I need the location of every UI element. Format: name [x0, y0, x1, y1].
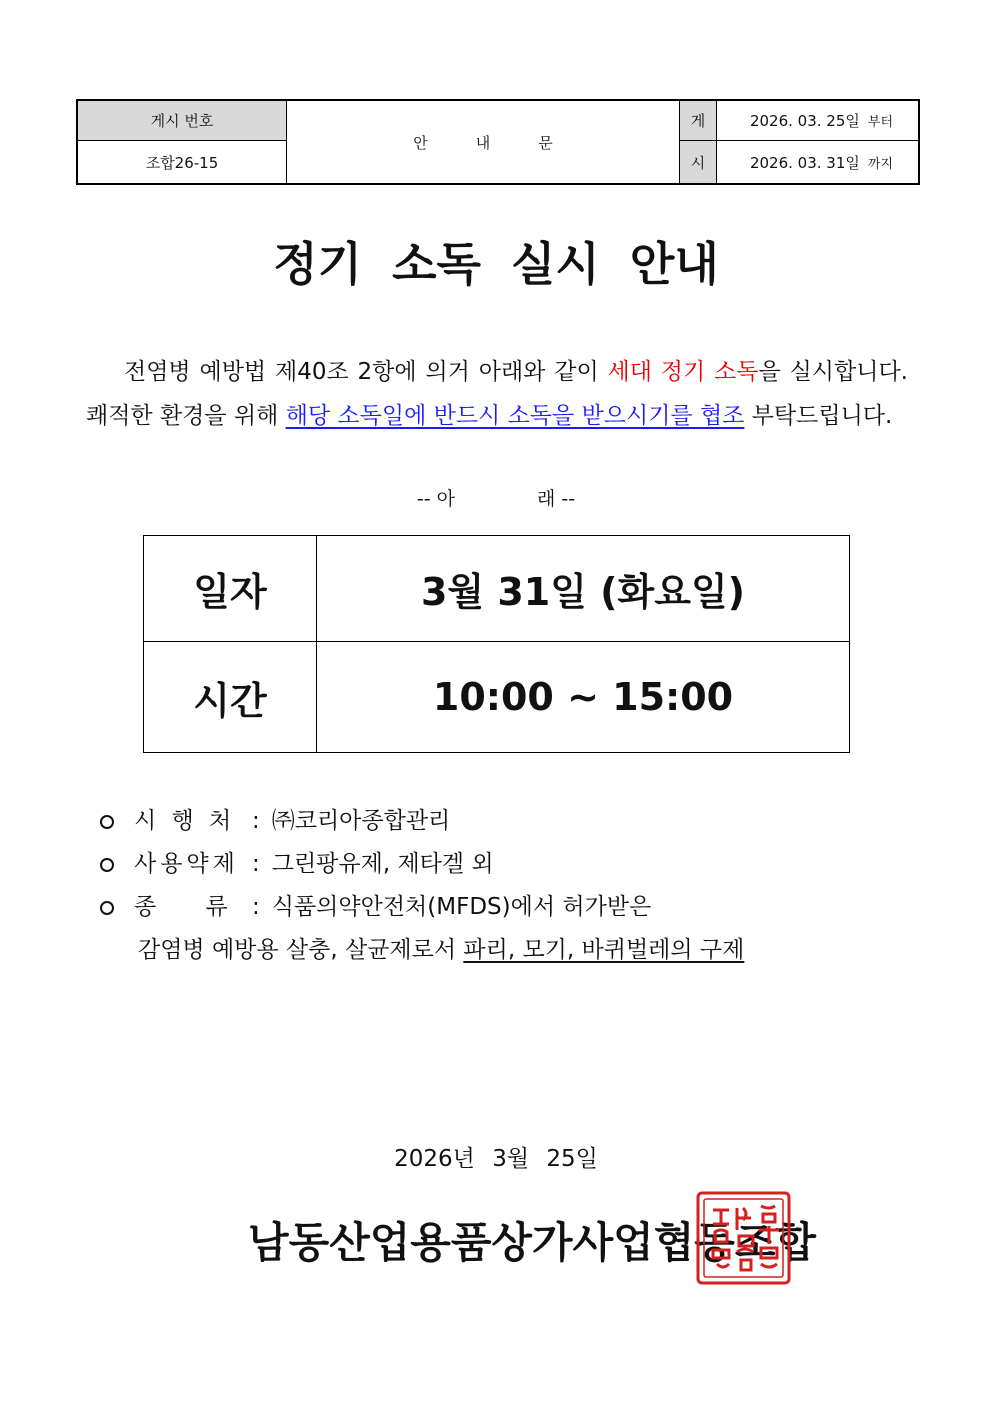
body-text-part1: 전염병 예방법 제40조 2항에 의거 아래와 같이 [124, 359, 608, 385]
schedule-time-label: 시간 [144, 642, 317, 752]
notice-heading-char-2: 내 [475, 133, 491, 152]
period-label-top: 게 [680, 101, 717, 141]
section-divider [0, 484, 992, 511]
notice-header-table [76, 99, 920, 185]
body-highlight-red: 세대 정기 소독 [607, 359, 759, 385]
note-label: 사용약제 [134, 851, 239, 877]
note-continuation-underlined: 파리, 모기, 바퀴벌레의 구제 [463, 937, 745, 963]
schedule-date-label: 일자 [144, 536, 317, 641]
organization-name: 남동산업용품상가사업협동조합 [248, 1218, 817, 1267]
official-seal-icon [695, 1190, 792, 1286]
note-continuation-text: 감염병 예방용 살충, 살균제로서 [138, 937, 464, 963]
period-label-bottom: 시 [680, 141, 717, 183]
body-text-part3: 부탁드립니다. [744, 403, 893, 429]
period-from-suffix: 부터 [867, 115, 894, 130]
note-value: 식품의약안전처(MFDS)에서 허가받은 [271, 894, 652, 920]
body-text-part2: 을 실시합니다. 쾌적한 환경을 위해 [86, 359, 908, 429]
notice-heading [287, 101, 680, 183]
note-continuation [100, 929, 744, 972]
section-divider-left: -- 아 [416, 488, 455, 510]
circle-bullet-icon [100, 815, 114, 829]
post-number-value: 조합26-15 [78, 141, 287, 183]
circle-bullet-icon [100, 858, 114, 872]
post-number-label: 게시 번호 [78, 101, 287, 141]
schedule-date-value: 3월 31일 (화요일) [420, 570, 746, 614]
note-item-executor [100, 800, 744, 843]
notice-heading-char-1: 안 [413, 133, 428, 152]
section-divider-right: 래 -- [537, 488, 576, 510]
body-highlight-blue: 해당 소독일에 반드시 소독을 받으시기를 협조 [285, 403, 745, 429]
schedule-time-value: 10:00 ~ 15:00 [432, 675, 734, 719]
note-item-type [100, 886, 744, 929]
period-to-date: 2026. 03. 31일 [749, 153, 860, 172]
note-colon: : [252, 808, 260, 834]
period-from [717, 101, 918, 141]
circle-bullet-icon [100, 901, 114, 915]
note-value: 그린팡유제, 제타겔 외 [271, 851, 494, 877]
notes-list [100, 800, 744, 972]
issue-date: 2026년 3월 25일 [394, 1146, 598, 1172]
period-to [717, 141, 918, 183]
note-colon: : [252, 851, 260, 877]
period-to-suffix: 까지 [867, 156, 894, 172]
note-label: 종 류 [134, 894, 232, 920]
note-label: 시 행 처 [134, 808, 236, 834]
schedule-table [143, 535, 850, 753]
note-value: ㈜코리아종합관리 [271, 808, 451, 834]
note-item-chemicals [100, 843, 744, 886]
notice-heading-char-3: 문 [538, 133, 553, 152]
period-from-date: 2026. 03. 25일 [749, 112, 860, 130]
note-colon: : [252, 894, 260, 920]
document-title: 정기 소독 실시 안내 [273, 237, 719, 291]
body-paragraph [86, 350, 908, 438]
schedule-row-time [144, 642, 849, 752]
schedule-row-date [144, 536, 849, 642]
